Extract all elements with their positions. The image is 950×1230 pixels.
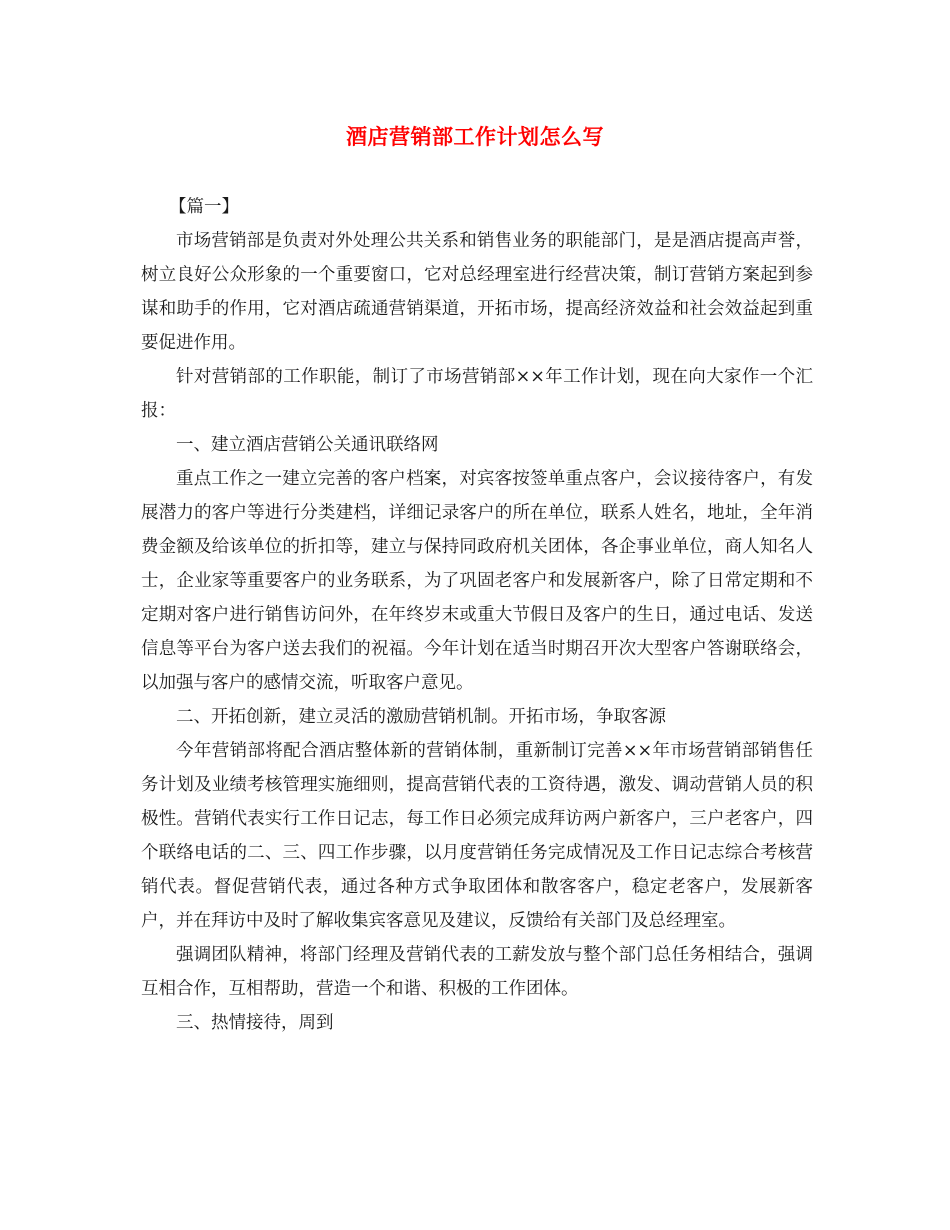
paragraph: 重点工作之一建立完善的客户档案，对宾客按签单重点客户，会议接待客户，有发展潜力的客户等进行分类建档，详细记录客户的所在单位，联系人姓名，地址，全年消费金额及给该单位的折扣等，建立与保持同政府机关团体，各企事业单位，商人知名人士，企业家等重要客户的业务联系，为了巩固老客户和发展新客户，除了日常定期和不定期对客户进行销售访问外，在年终岁末或重大节假日及客户的生日，通过电话、发送信息等平台为客户送去我们的祝福。今年计划在适当时期召开次大型客户答谢联络会，以加强与客户的感情交流，听取客户意见。 (141, 469, 813, 693)
section-heading: 二、开拓创新，建立灵活的激励营销机制。开拓市场，争取客源 (176, 707, 666, 727)
paragraph: 市场营销部是负责对外处理公共关系和销售业务的职能部门，是是酒店提高声誉，树立良好公众形象的一个重要窗口，它对总经理室进行经营决策，制订营销方案起到参谋和助手的作用，它对酒店疏通营销渠道，开拓市场，提高经济效益和社会效益起到重要促进作用。 (141, 231, 813, 353)
paragraph: 针对营销部的工作职能，制订了市场营销部××年工作计划，现在向大家作一个汇报： (141, 367, 813, 421)
paragraph: 强调团队精神，将部门经理及营销代表的工薪发放与整个部门总任务相结合，强调互相合作，互相帮助，营造一个和谐、积极的工作团体。 (141, 945, 813, 999)
section-label: 【篇一】 (169, 197, 239, 217)
section-heading: 三、热情接待，周到 (176, 1013, 334, 1033)
section-heading: 一、建立酒店营销公关通讯联络网 (176, 435, 439, 455)
document-body (141, 190, 813, 1040)
document-title: 酒店营销部工作计划怎么写 (346, 124, 604, 149)
paragraph: 今年营销部将配合酒店整体新的营销体制，重新制订完善××年市场营销部销售任务计划及业绩考核管理实施细则，提高营销代表的工资待遇，激发、调动营销人员的积极性。营销代表实行工作日记志，每工作日必须完成拜访两户新客户，三户老客户，四个联络电话的二、三、四工作步骤，以月度营销任务完成情况及工作日记志综合考核营销代表。督促营销代表，通过各种方式争取团体和散客客户，稳定老客户，发展新客户，并在拜访中及时了解收集宾客意见及建议，反馈给有关部门及总经理室。 (141, 741, 813, 931)
